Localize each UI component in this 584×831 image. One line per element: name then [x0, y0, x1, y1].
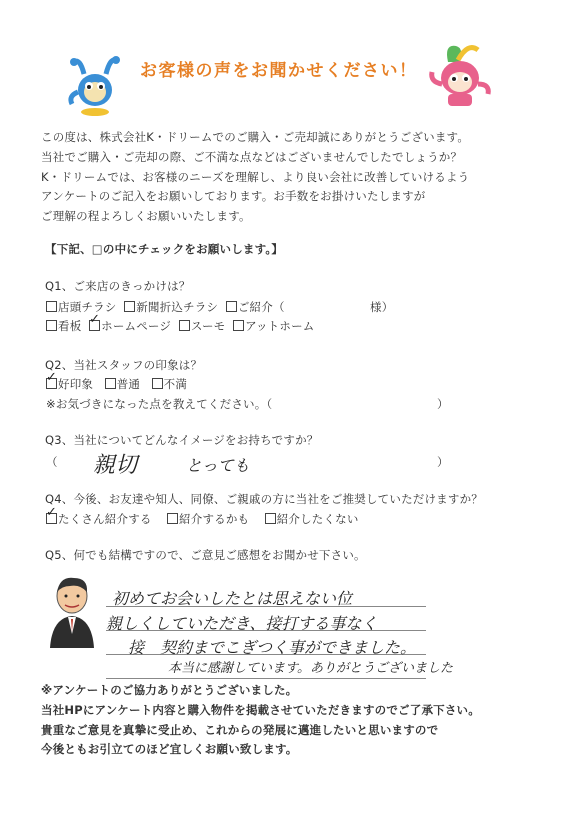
mascot-blue-illustration [64, 52, 126, 122]
q1-option-label: ご紹介（ [237, 300, 285, 314]
q2-option-label: 不満 [163, 377, 188, 391]
q1-question: Q1、ご来店のきっかけは？ [45, 279, 191, 293]
q4-option-label: 紹介したくない [276, 512, 359, 526]
checkbox-tento-chirashi[interactable] [46, 301, 57, 312]
q1-option-label: 新聞折込チラシ [136, 300, 219, 314]
intro-line-1: この度は、株式会社K・ドリームでのご購入・ご売却誠にありがとうございます。 [41, 130, 470, 144]
q5-handwritten-line-1: 初めてお会いしたとは思えない位 [112, 589, 353, 608]
checkbox-shinbun-chirashi[interactable] [124, 301, 135, 312]
staff-avatar-illustration [44, 572, 100, 652]
checkbox-suumo[interactable] [179, 320, 190, 331]
q4-question: Q4、今後、お友達や知人、同僚、ご親戚の方に当社をご推奨していただけますか？ [45, 492, 483, 506]
q1-option-label: アットホーム [245, 319, 315, 333]
checkbox-takusan-shoukai[interactable] [46, 513, 57, 524]
q2-close-paren: ） [437, 397, 449, 411]
checkbox-shoukai-shitakunai[interactable] [265, 513, 276, 524]
q1-option-label: スーモ [190, 319, 226, 333]
q3-close-paren: ） [437, 455, 449, 469]
checkbox-futsuu[interactable] [105, 378, 116, 389]
q1-option-label: ホームページ [101, 319, 172, 333]
instruction-heading: 【下記、□の中にチェックをお願いします。】 [45, 242, 284, 256]
footer-line-2: 当社HPにアンケート内容と購入物件を掲載させていただきますのでご了承下さい。 [41, 703, 480, 717]
checkbox-koinshou[interactable] [46, 378, 57, 389]
q5-rule-4 [106, 678, 426, 679]
q5-handwritten-line-3: 接 契約までこぎつく事ができました。 [128, 638, 417, 657]
q3-question: Q3、当社についてどんなイメージをお持ちですか？ [45, 433, 319, 447]
q4-option-label: たくさん紹介する [58, 512, 152, 526]
intro-line-2: 当社でご購入・ご売却の際、ご不満な点などはございませんでしたでしょうか？ [41, 150, 463, 164]
footer-line-4: 今後ともお引立てのほど宜しくお願い致します。 [41, 742, 298, 756]
checkbox-athome[interactable] [233, 320, 244, 331]
intro-line-5: ご理解の程よろしくお願いいたします。 [41, 209, 251, 223]
checkbox-goshoukai[interactable] [226, 301, 237, 312]
checkbox-fuman[interactable] [152, 378, 163, 389]
q4-row [46, 512, 359, 526]
q3-handwritten-answer-1: 親切 [93, 453, 138, 478]
q2-option-label: 普通 [116, 377, 141, 391]
q5-handwritten-line-4: 本当に感謝しています。ありがとうございました [168, 661, 453, 676]
q3-handwritten-answer-2: とっても [186, 456, 250, 475]
q2-row [46, 377, 187, 391]
q2-question: Q2、当社スタッフの印象は？ [45, 358, 203, 372]
q1-row-2 [46, 319, 314, 333]
q4-option-label: 紹介するかも [179, 512, 250, 526]
q1-sama: 様） [370, 300, 394, 314]
checkbox-kanban[interactable] [46, 320, 57, 331]
q5-question: Q5、何でも結構ですので、ご意見ご感想をお聞かせ下さい。 [45, 548, 366, 562]
q1-option-label: 看板 [58, 319, 82, 333]
intro-line-3: K・ドリームでは、お客様のニーズを理解し、より良い会社に改善していけるよう [41, 170, 470, 184]
checkbox-homepage[interactable] [89, 320, 100, 331]
q1-row-1 [46, 300, 285, 314]
footer-line-1: ※アンケートのご協力ありがとうございました。 [41, 683, 298, 697]
page-title: お客様の声をお聞かせください！ [140, 61, 418, 81]
q5-handwritten-line-2: 親しくしていただき、接打する事なく [106, 614, 378, 633]
q3-open-paren: （ [46, 455, 58, 469]
checkbox-shoukai-kamo[interactable] [167, 513, 178, 524]
q1-option-label: 店頭チラシ [58, 300, 117, 314]
intro-line-4: アンケートのご記入をお願いしております。お手数をお掛けいたしますが [41, 189, 426, 203]
q2-option-label: 好印象 [58, 377, 94, 391]
footer-line-3: 貴重なご意見を真摯に受止め、これからの発展に邁進したいと思いますので [41, 723, 439, 737]
q2-note: ※お気づきになった点を教えてください。（ [46, 397, 273, 411]
mascot-pink-illustration [424, 42, 494, 116]
